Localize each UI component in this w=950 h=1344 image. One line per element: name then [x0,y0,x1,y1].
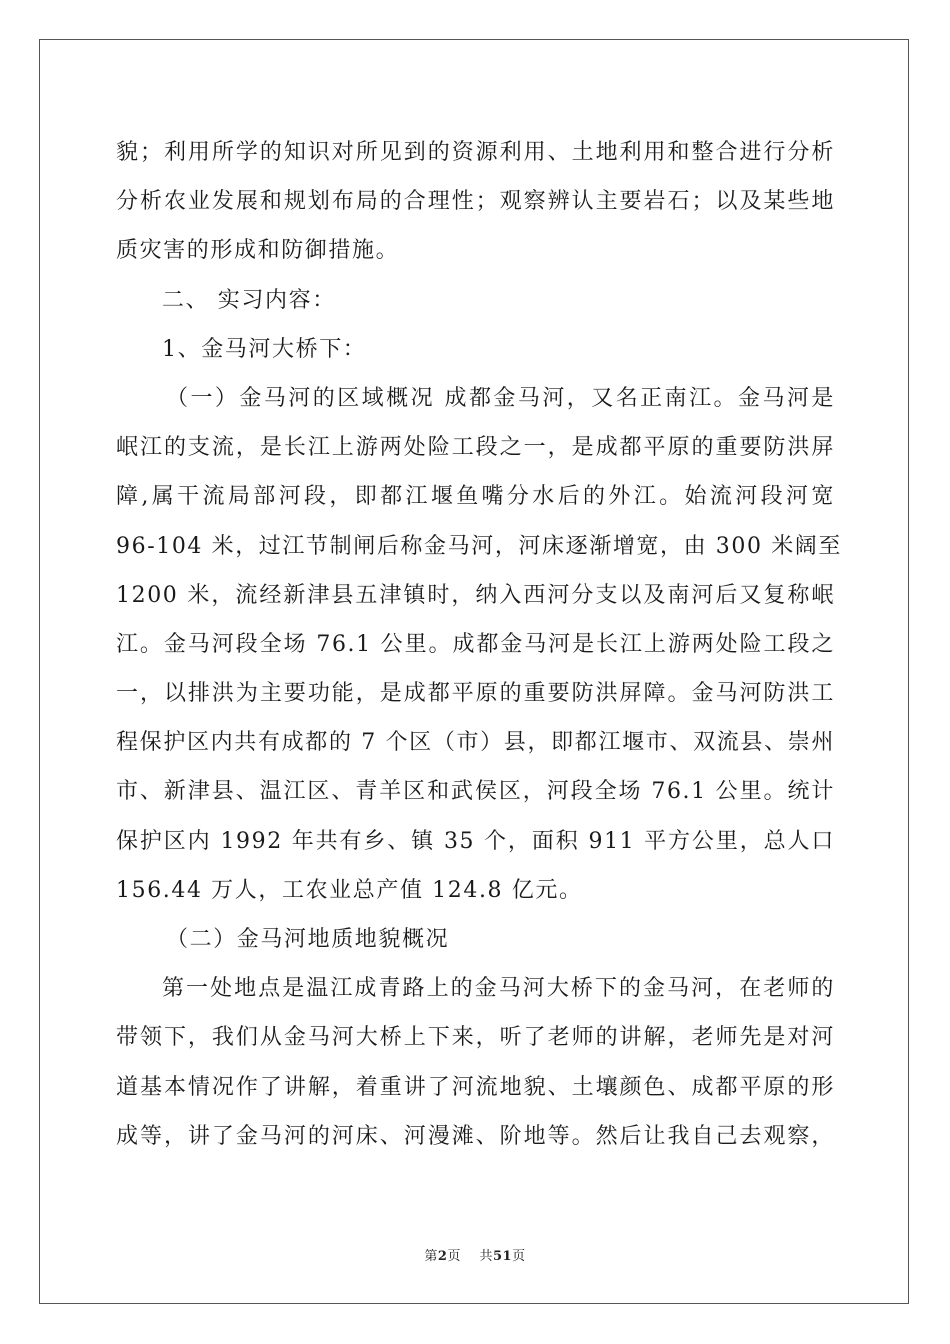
text-line: 市、新津县、温江区、青羊区和武侯区，河段全场 76.1 公里。统计 [116,779,835,805]
total-pages: 51 [493,1249,513,1264]
footer-total-suffix: 页 [512,1249,526,1264]
section-heading: 二、 实习内容： [162,287,336,313]
page-number: 2 [437,1249,448,1264]
text-line: 带领下，我们从金马河大桥上下来，听了老师的讲解，老师先是对河 [116,1025,835,1051]
text-line: （一）金马河的区域概况 成都金马河，又名正南江。金马河是 [166,385,835,411]
text-line: 障,属干流局部河段，即都江堰鱼嘴分水后的外江。始流河段河宽 [116,484,835,510]
text-line: 江。金马河段全场 76.1 公里。成都金马河是长江上游两处险工段之 [116,631,835,657]
document-body [116,128,842,1161]
text-line: 1200 米，流经新津县五津镇时，纳入西河分支以及南河后又复称岷 [116,582,835,608]
text-line: 分析农业发展和规划布局的合理性；观察辨认主要岩石；以及某些地 [116,189,835,215]
footer-prefix: 第 [424,1249,438,1264]
text-line: 程保护区内共有成都的 7 个区（市）县，即都江堰市、双流县、崇州 [116,730,835,756]
text-line: 一，以排洪为主要功能，是成都平原的重要防洪屏障。金马河防洪工 [116,681,835,707]
text-line: 96-104 米，过江节制闸后称金马河，河床逐渐增宽，由 300 米阔至 [116,533,842,559]
text-line: 岷江的支流，是长江上游两处险工段之一，是成都平原的重要防洪屏 [116,435,835,461]
text-line: 成等，讲了金马河的河床、河漫滩、阶地等。然后让我自己去观察， [116,1123,835,1149]
page-footer [0,1245,950,1264]
text-line: 质灾害的形成和防御措施。 [116,238,400,264]
text-line: 保护区内 1992 年共有乡、镇 35 个，面积 911 平方公里，总人口 [116,828,835,854]
subsection-heading: 1、金马河大桥下： [162,336,367,362]
text-line: 道基本情况作了讲解，着重讲了河流地貌、土壤颜色、成都平原的形 [116,1074,835,1100]
subsection-heading: （二）金马河地质地貌概况 [166,927,450,952]
text-line: 156.44 万人，工农业总产值 124.8 亿元。 [116,877,583,903]
footer-page-suffix: 页 [447,1249,461,1264]
text-line: 第一处地点是温江成青路上的金马河大桥下的金马河，在老师的 [162,976,835,1002]
text-line: 貌；利用所学的知识对所见到的资源利用、土地利用和整合进行分析 [116,140,835,165]
footer-total-prefix: 共 [479,1249,493,1264]
